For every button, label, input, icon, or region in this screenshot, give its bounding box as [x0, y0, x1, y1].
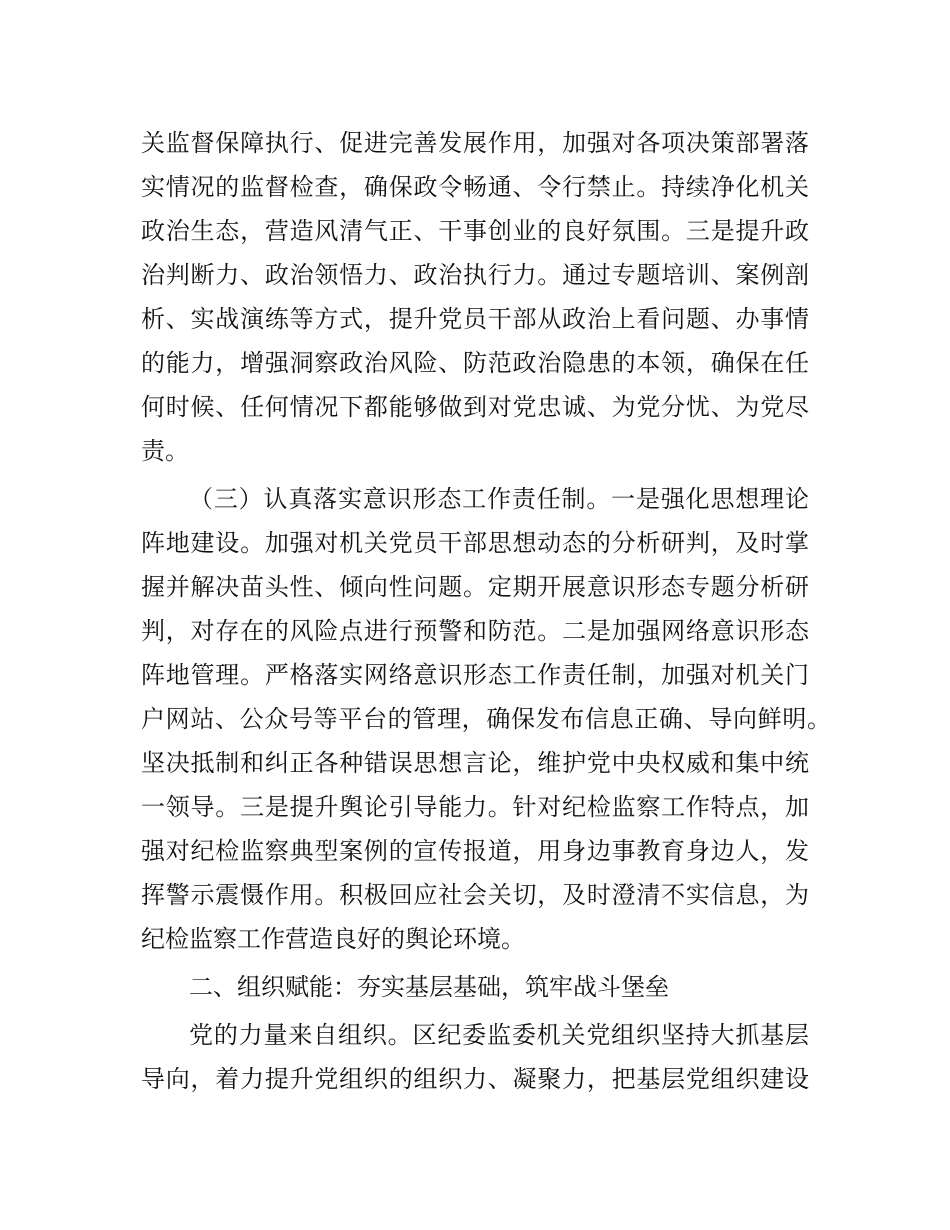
- body-text-line: 户网站、公众号等平台的管理，确保发布信息正确、导向鲜明。: [141, 705, 831, 733]
- body-text-line: 强对纪检监察典型案例的宣传报道，用身边事教育身边人，发: [141, 837, 809, 865]
- body-text-line: 的能力，增强洞察政治风险、防范政治隐患的本领，确保在任: [141, 349, 809, 377]
- body-text-line: 关监督保障执行、促进完善发展作用，加强对各项决策部署落: [141, 129, 809, 157]
- body-text-line: 一领导。三是提升舆论引导能力。针对纪检监察工作特点，加: [141, 793, 809, 821]
- body-text-line: 析、实战演练等方式，提升党员干部从政治上看问题、办事情: [141, 305, 809, 333]
- body-text-line: 政治生态，营造风清气正、干事创业的良好氛围。三是提升政: [141, 217, 809, 245]
- body-text-line: 治判断力、政治领悟力、政治执行力。通过专题培训、案例剖: [141, 261, 809, 289]
- body-text-line: 导向，着力提升党组织的组织力、凝聚力，把基层党组织建设: [141, 1065, 809, 1093]
- body-text-line: 坚决抵制和纠正各种错误思想言论，维护党中央权威和集中统: [141, 749, 809, 777]
- chapter-heading-2: 二、组织赋能：夯实基层基础，筑牢战斗堡垒: [189, 973, 669, 1001]
- body-text-line: 阵地建设。加强对机关党员干部思想动态的分析研判，及时掌: [141, 529, 809, 557]
- body-text-line: 挥警示震慑作用。积极回应社会关切，及时澄清不实信息，为: [141, 881, 809, 909]
- body-text-line: 责。: [141, 437, 189, 465]
- body-text-line: 实情况的监督检查，确保政令畅通、令行禁止。持续净化机关: [141, 173, 809, 201]
- body-text-line: 握并解决苗头性、倾向性问题。定期开展意识形态专题分析研: [141, 573, 809, 601]
- section-heading-3: （三）认真落实意识形态工作责任制。一是强化思想理论: [189, 485, 809, 513]
- body-text-line: 纪检监察工作营造良好的舆论环境。: [141, 925, 525, 953]
- body-text-line: 党的力量来自组织。区纪委监委机关党组织坚持大抓基层: [189, 1021, 809, 1049]
- body-text-line: 何时候、任何情况下都能够做到对党忠诚、为党分忧、为党尽: [141, 393, 809, 421]
- body-text-line: 阵地管理。严格落实网络意识形态工作责任制，加强对机关门: [141, 661, 809, 689]
- body-text-line: 判，对存在的风险点进行预警和防范。二是加强网络意识形态: [141, 617, 809, 645]
